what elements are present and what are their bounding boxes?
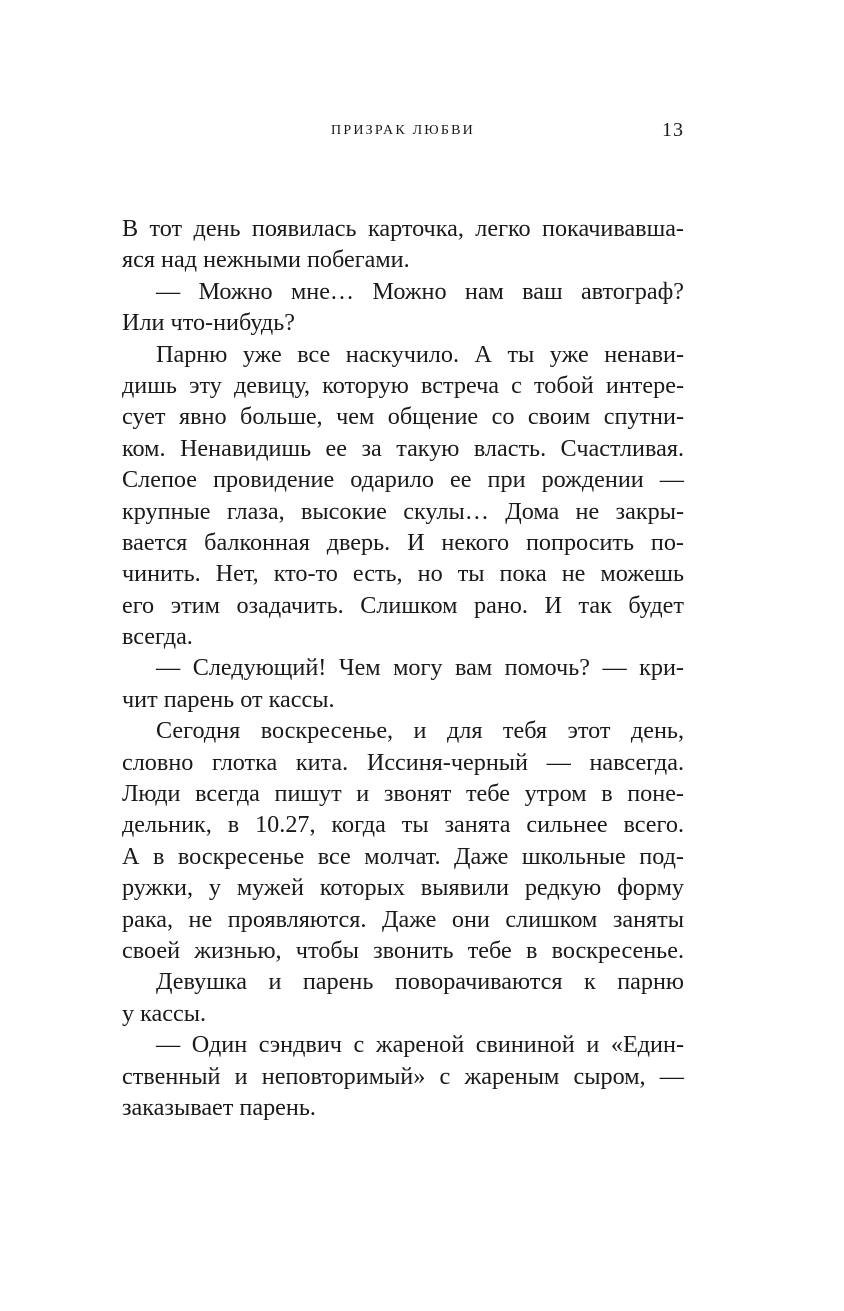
- text-line: яся над нежными побегами.: [122, 246, 410, 274]
- text-line: ком. Ненавидишь ее за такую власть. Счастливая.: [122, 434, 684, 462]
- text-line: рака, не проявляются. Даже они слишком заняты: [122, 905, 684, 933]
- text-line: дишь эту девицу, которую встреча с тобой интере-: [122, 371, 684, 399]
- text-line: вается балконная дверь. И некого попросить по-: [122, 528, 684, 556]
- text-line: — Можно мне… Можно нам ваш автограф?: [156, 277, 684, 305]
- text-line: — Следующий! Чем могу вам помочь? — кри-: [156, 654, 684, 682]
- text-line: А в воскресенье все молчат. Даже школьные под-: [122, 842, 684, 870]
- text-line: ственный и неповторимый» с жареным сыром, —: [122, 1062, 684, 1090]
- text-line: его этим озадачить. Слишком рано. И так будет: [122, 591, 684, 619]
- text-line: Люди всегда пишут и звонят тебе утром в поне-: [122, 780, 684, 808]
- text-line: чит парень от кассы.: [122, 685, 335, 713]
- text-line: всегда.: [122, 623, 193, 651]
- running-header: [122, 119, 684, 149]
- text-line: словно глотка кита. Иссиня-черный — навсегда.: [122, 748, 684, 776]
- text-line: Парню уже все наскучило. А ты уже ненави-: [156, 340, 684, 368]
- text-line: ружки, у мужей которых выявили редкую форму: [122, 874, 684, 902]
- body-text: [122, 213, 684, 1123]
- text-line: дельник, в 10.27, когда ты занята сильнее всего.: [122, 811, 684, 839]
- text-line: чинить. Нет, кто-то есть, но ты пока не можешь: [122, 560, 684, 588]
- text-line: — Один сэндвич с жареной свининой и «Един-: [156, 1031, 684, 1059]
- text-line: своей жизнью, чтобы звонить тебе в воскресенье.: [122, 936, 684, 964]
- text-line: сует явно больше, чем общение со своим спутни-: [122, 403, 684, 431]
- text-line: Сегодня воскресенье, и для тебя этот день,: [156, 717, 684, 745]
- text-line: Девушка и парень поворачиваются к парню: [156, 968, 684, 996]
- text-line: Слепое провидение одарило ее при рождении —: [122, 466, 684, 494]
- text-line: В тот день появилась карточка, легко покачивавша-: [122, 215, 684, 242]
- text-line: заказывает парень.: [122, 1093, 316, 1121]
- text-line: у кассы.: [122, 999, 207, 1027]
- running-title: ПРИЗРАК ЛЮБВИ: [331, 123, 475, 138]
- text-line: Или что-нибудь?: [122, 309, 296, 337]
- text-line: крупные глаза, высокие скулы… Дома не закры-: [122, 497, 684, 525]
- page-number: 13: [662, 119, 684, 141]
